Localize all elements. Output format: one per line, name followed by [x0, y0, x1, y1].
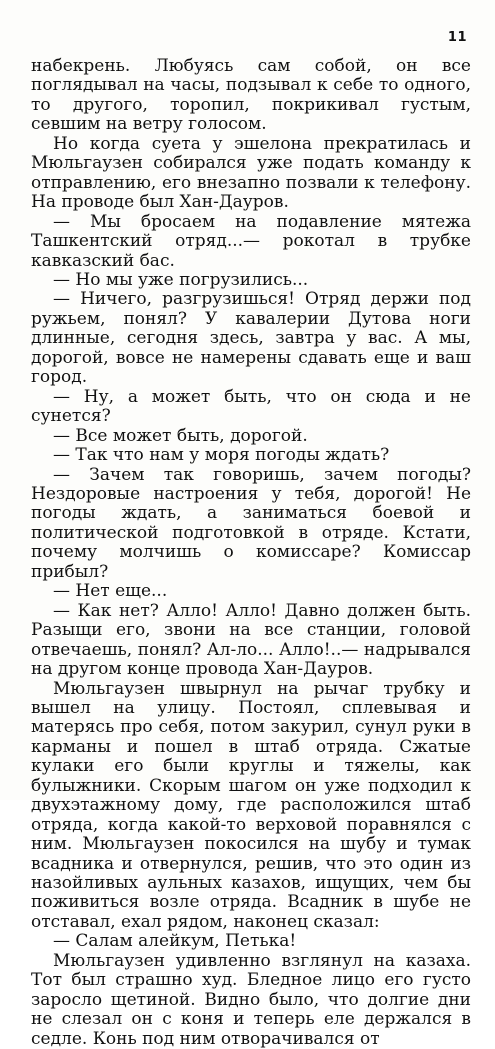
paragraph: Но когда суета у эшелона прекратилась и Мюльгаузен собирался уже подать команду к отправлению, его внезапно позвали к телефону. На проводе был Хан-Дауров.	[31, 133, 471, 213]
paragraph: — Ну, а может быть, что он сюда и не сунется?	[31, 386, 471, 427]
paragraph: — Зачем так говоришь, зачем погоды? Нездоровые настроения у тебя, дорогой! Не погоды ждать, а заниматься боевой и политической подготовкой в отряде. Кстати, почему молчишь о комиссаре? Комиссар прибыл?	[31, 464, 471, 582]
paragraph: набекрень. Любуясь сам собой, он все поглядывал на часы, подзывал к себе то одного, то другого, торопил, покрикивал густым, севшим на ветру голосом.	[31, 56, 471, 135]
paragraph: — Мы бросаем на подавление мятежа Ташкентский отряд...— рокотал в трубке кавказский бас.	[31, 211, 471, 271]
paragraph: — Ничего, разгрузишься! Отряд держи под ружьем, понял? У кавалерии Дутова ноги длинные, сегодня здесь, завтра у вас. А мы, дорогой, вовсе не намерены сдавать еще и ваш город.	[31, 289, 471, 388]
paragraph: — Но мы уже погрузились...	[53, 269, 309, 290]
page-number: 11	[447, 30, 467, 45]
paragraph: — Нет еще...	[53, 581, 168, 602]
paragraph: Мюльгаузен швырнул на рычаг трубку и вышел на улицу. Постоял, сплевывая и матерясь про себя, потом закурил, сунул руки в карманы и пошел в штаб отряда. Сжатые кулаки его были круглы и тяжелы, как булыжники. Скорым шагом он уже подходил к двухэтажному дому, где расположился штаб отряда, когда какой-то верховой поравнялся с ним. Мюльгаузен покосился на шубу и тумак всадника и отвернулся, решив, что это один из назойливых аульных казахов, ищущих, чем бы поживиться возле отряда. Всадник в шубе не отставал, ехал рядом, наконец сказал:	[31, 678, 471, 932]
paragraph: — Как нет? Алло! Алло! Давно должен быть. Разыщи его, звони на все станции, головой отвечаешь, понял? Ал-ло... Алло!..— надрывался на другом конце провода Хан-Дауров.	[31, 600, 471, 680]
body-text	[31, 57, 471, 1049]
paragraph: — Все может быть, дорогой.	[53, 425, 308, 446]
paragraph: Мюльгаузен удивленно взглянул на казаха. Тот был страшно худ. Бледное лицо его густо заросло щетиной. Видно было, что долгие дни не слезал он с коня и теперь еле держался в седле. Конь под ним отворачивался от	[31, 950, 471, 1049]
paragraph: — Так что нам у моря погоды ждать?	[53, 445, 390, 466]
paragraph: — Салам алейкум, Петька!	[53, 931, 297, 952]
